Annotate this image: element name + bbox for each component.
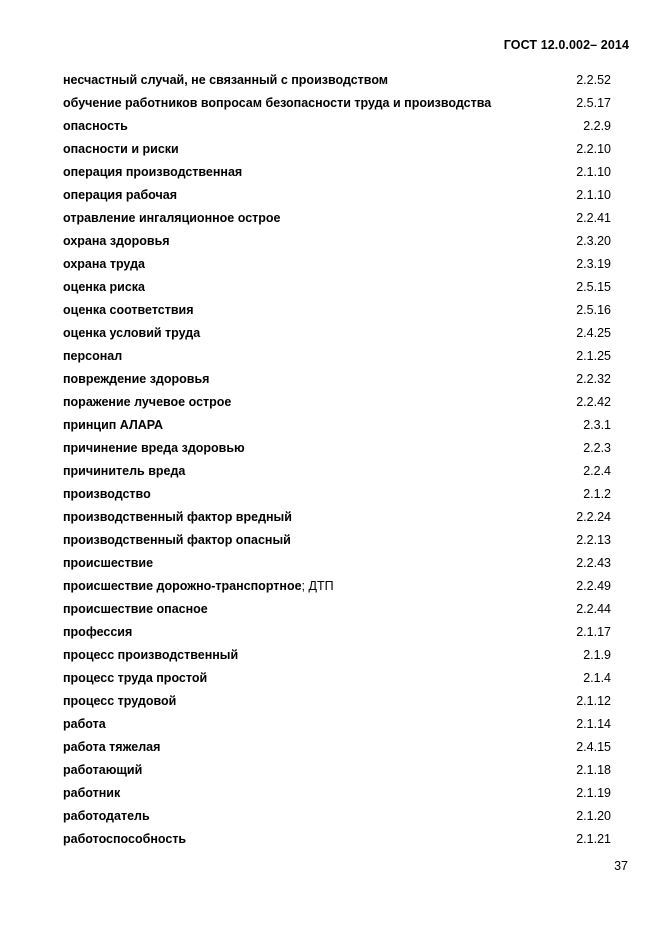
index-reference-number: 2.2.9 (583, 119, 611, 133)
index-term-text: принцип АЛАРА (63, 418, 164, 432)
index-term-text: производственный фактор вредный (63, 510, 292, 524)
index-term-text: повреждение здоровья (63, 372, 210, 386)
index-term (63, 759, 142, 782)
index-reference-number: 2.3.20 (576, 234, 611, 248)
index-term-text: опасности и риски (63, 142, 179, 156)
index-reference-number: 2.5.16 (576, 303, 611, 317)
index-reference-number: 2.1.18 (576, 763, 611, 777)
index-entry (63, 644, 611, 667)
index-term (63, 437, 245, 460)
index-term (63, 322, 200, 345)
index-entry (63, 782, 611, 805)
index-reference-number: 2.3.19 (576, 257, 611, 271)
index-reference-number: 2.1.21 (576, 832, 611, 846)
index-entry (63, 575, 611, 598)
index-entry (63, 736, 611, 759)
index-term (63, 230, 170, 253)
index-reference-number: 2.1.10 (576, 188, 611, 202)
index-entry (63, 253, 611, 276)
index-reference-number: 2.5.15 (576, 280, 611, 294)
index-reference-number: 2.4.25 (576, 326, 611, 340)
index-term (63, 460, 185, 483)
index-term-text: причинитель вреда (63, 464, 186, 478)
index-reference-number: 2.1.4 (583, 671, 611, 685)
index-term (63, 506, 292, 529)
index-entry (63, 299, 611, 322)
index-term (63, 253, 145, 276)
index-term-text: опасность (63, 119, 128, 133)
index-entry (63, 506, 611, 529)
document-header: ГОСТ 12.0.002– 2014 (503, 38, 629, 52)
index-term-text: охрана здоровья (63, 234, 170, 248)
index-term-text: персонал (63, 349, 123, 363)
index-entry (63, 69, 611, 92)
index-term-text: происшествие опасное (63, 602, 208, 616)
index-term-text: операция производственная (63, 165, 243, 179)
index-reference-number: 2.2.13 (576, 533, 611, 547)
index-term-text: оценка условий труда (63, 326, 201, 340)
index-entry (63, 552, 611, 575)
index-term-abbreviation: ; ДТП (301, 579, 334, 593)
index-reference-number: 2.2.44 (576, 602, 611, 616)
index-reference-number: 2.2.41 (576, 211, 611, 225)
index-reference-number: 2.4.15 (576, 740, 611, 754)
index-term-text: поражение лучевое острое (63, 395, 232, 409)
index-entry (63, 276, 611, 299)
index-reference-number: 2.1.17 (576, 625, 611, 639)
index-reference-number: 2.2.24 (576, 510, 611, 524)
index-entry (63, 138, 611, 161)
index-term (63, 161, 242, 184)
index-reference-number: 2.1.12 (576, 694, 611, 708)
index-entry (63, 690, 611, 713)
index-reference-number: 2.1.9 (583, 648, 611, 662)
index-term (63, 552, 153, 575)
index-term-text: работодатель (63, 809, 150, 823)
index-entry (63, 368, 611, 391)
index-term (63, 92, 491, 115)
index-term (63, 690, 176, 713)
index-term (63, 805, 150, 828)
index-entry (63, 759, 611, 782)
index-entry (63, 391, 611, 414)
index-term-text: производственный фактор опасный (63, 533, 291, 547)
index-entry (63, 115, 611, 138)
index-term-text: оценка соответствия (63, 303, 194, 317)
index-term (63, 736, 160, 759)
index-reference-number: 2.2.49 (576, 579, 611, 593)
index-reference-number: 2.2.4 (583, 464, 611, 478)
index-entry (63, 207, 611, 230)
index-term (63, 644, 238, 667)
index-term (63, 782, 120, 805)
index-entry (63, 414, 611, 437)
page-number: 37 (614, 859, 628, 873)
index-term (63, 529, 291, 552)
index-term-text: процесс производственный (63, 648, 239, 662)
index-term-text: охрана труда (63, 257, 145, 271)
index-reference-number: 2.1.14 (576, 717, 611, 731)
index-term-text: работа (63, 717, 106, 731)
index-term (63, 115, 128, 138)
index-reference-number: 2.2.32 (576, 372, 611, 386)
index-term (63, 575, 334, 598)
index-term-text: операция рабочая (63, 188, 177, 202)
index-reference-number: 2.1.20 (576, 809, 611, 823)
index-entry (63, 92, 611, 115)
index-entry (63, 598, 611, 621)
index-term-text: оценка риска (63, 280, 145, 294)
index-entry (63, 184, 611, 207)
index-term-text: несчастный случай, не связанный с производством (63, 73, 389, 87)
index-term (63, 276, 145, 299)
index-entry (63, 230, 611, 253)
index-term (63, 621, 132, 644)
index-reference-number: 2.1.19 (576, 786, 611, 800)
index-entry (63, 483, 611, 506)
index-term-text: причинение вреда здоровью (63, 441, 245, 455)
index-reference-number: 2.2.42 (576, 395, 611, 409)
index-term-text: процесс трудовой (63, 694, 177, 708)
index-term-text: процесс труда простой (63, 671, 208, 685)
index-reference-number: 2.1.25 (576, 349, 611, 363)
index-term-text: происшествие дорожно-транспортное (63, 579, 302, 593)
index-term (63, 713, 106, 736)
index-term-text: профессия (63, 625, 133, 639)
index-term-text: происшествие (63, 556, 154, 570)
index-entry (63, 322, 611, 345)
index-entry (63, 828, 611, 851)
index-reference-number: 2.3.1 (583, 418, 611, 432)
index-reference-number: 2.1.10 (576, 165, 611, 179)
index-entry (63, 621, 611, 644)
index-term (63, 138, 179, 161)
index-term-text: работоспособность (63, 832, 187, 846)
index-term-text: отравление ингаляционное острое (63, 211, 281, 225)
index-term-text: производство (63, 487, 151, 501)
index-reference-number: 2.5.17 (576, 96, 611, 110)
index-term (63, 828, 186, 851)
index-term (63, 598, 208, 621)
index-term (63, 184, 177, 207)
index-term (63, 69, 388, 92)
alphabetical-index-list (63, 69, 611, 851)
index-term-text: работа тяжелая (63, 740, 161, 754)
index-term (63, 414, 163, 437)
index-term-text: работающий (63, 763, 143, 777)
index-entry (63, 437, 611, 460)
index-entry (63, 161, 611, 184)
index-term (63, 391, 231, 414)
index-entry (63, 667, 611, 690)
index-reference-number: 2.2.10 (576, 142, 611, 156)
index-entry (63, 529, 611, 552)
index-entry (63, 460, 611, 483)
index-entry (63, 805, 611, 828)
index-term-text: обучение работников вопросам безопасности труда и производства (63, 96, 492, 110)
index-reference-number: 2.2.3 (583, 441, 611, 455)
index-entry (63, 713, 611, 736)
index-term (63, 207, 281, 230)
index-term (63, 345, 122, 368)
index-term (63, 299, 194, 322)
index-entry (63, 345, 611, 368)
index-reference-number: 2.1.2 (583, 487, 611, 501)
index-term (63, 368, 209, 391)
index-term (63, 667, 207, 690)
index-reference-number: 2.2.43 (576, 556, 611, 570)
index-reference-number: 2.2.52 (576, 73, 611, 87)
index-term (63, 483, 151, 506)
index-term-text: работник (63, 786, 121, 800)
